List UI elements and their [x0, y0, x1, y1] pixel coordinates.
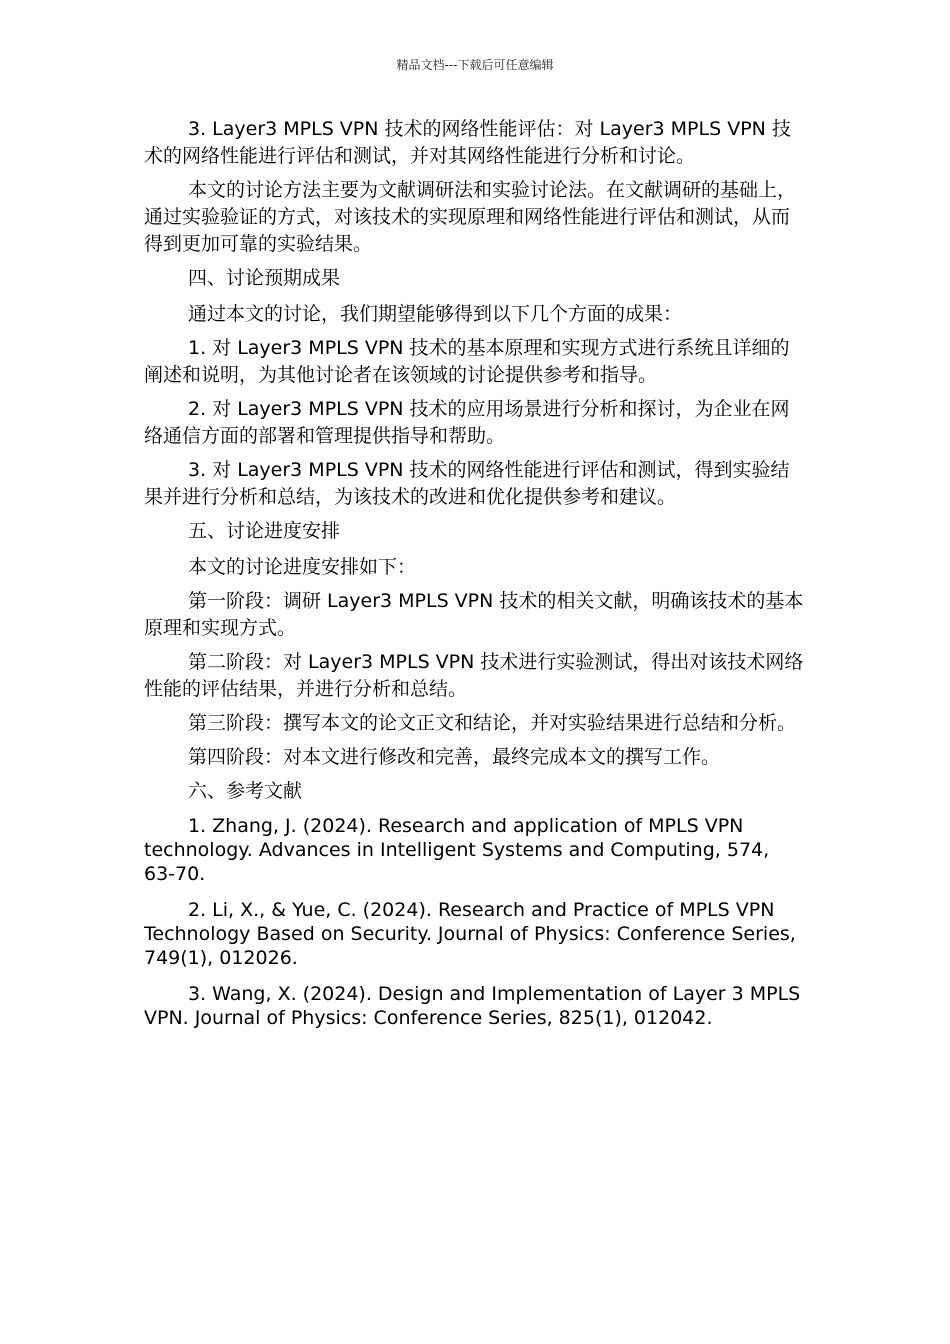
section-heading-expected-results: 四、讨论预期成果	[188, 267, 341, 289]
schedule-stage-1: 第一阶段：调研 Layer3 MPLS VPN 技术的相关文献，明确该技术的基本原理和实现方式。	[144, 590, 804, 639]
list-item-result-2: 2. 对 Layer3 MPLS VPN 技术的应用场景进行分析和探讨，为企业在网络通信方面的部署和管理提供指导和帮助。	[144, 398, 790, 447]
reference-item-3: 3. Wang, X. (2024). Design and Implementation of Layer 3 MPLS VPN. Journal of Physics: Conference Series, 825(1), 012042.	[144, 983, 801, 1029]
paragraph-performance-evaluation: 3. Layer3 MPLS VPN 技术的网络性能评估：对 Layer3 MPLS VPN 技术的网络性能进行评估和测试，并对其网络性能进行分析和讨论。	[144, 118, 791, 167]
schedule-stage-2: 第二阶段：对 Layer3 MPLS VPN 技术进行实验测试，得出对该技术网络性能的评估结果，并进行分析和总结。	[144, 651, 804, 700]
page-header: 精品文档---下载后可任意编辑	[396, 58, 554, 72]
section-heading-schedule: 五、讨论进度安排	[188, 520, 341, 542]
paragraph-schedule-intro: 本文的讨论进度安排如下：	[188, 556, 417, 578]
paragraph-research-method: 本文的讨论方法主要为文献调研法和实验讨论法。在文献调研的基础上，通过实验验证的方式，对该技术的实现原理和网络性能进行评估和测试，从而得到更加可靠的实验结果。	[144, 179, 797, 255]
list-item-result-1: 1. 对 Layer3 MPLS VPN 技术的基本原理和实现方式进行系统且详细的阐述和说明，为其他讨论者在该领域的讨论提供参考和指导。	[144, 337, 790, 386]
schedule-stage-4: 第四阶段：对本文进行修改和完善，最终完成本文的撰写工作。	[188, 746, 721, 768]
list-item-result-3: 3. 对 Layer3 MPLS VPN 技术的网络性能进行评估和测试，得到实验结果并进行分析和总结，为该技术的改进和优化提供参考和建议。	[144, 459, 790, 508]
reference-item-1: 1. Zhang, J. (2024). Research and application of MPLS VPN technology. Advances in Intelligent Systems and Computing, 574, 63-70.	[144, 815, 770, 885]
section-heading-references: 六、参考文献	[188, 780, 303, 802]
reference-item-2: 2. Li, X., & Yue, C. (2024). Research and Practice of MPLS VPN Technology Based on Security. Journal of Physics: Conference Series, 749(1), 012026.	[144, 899, 796, 969]
paragraph-expected-intro: 通过本文的讨论，我们期望能够得到以下几个方面的成果：	[188, 303, 683, 325]
schedule-stage-3: 第三阶段：撰写本文的论文正文和结论，并对实验结果进行总结和分析。	[188, 712, 797, 734]
document-body	[144, 116, 806, 1042]
